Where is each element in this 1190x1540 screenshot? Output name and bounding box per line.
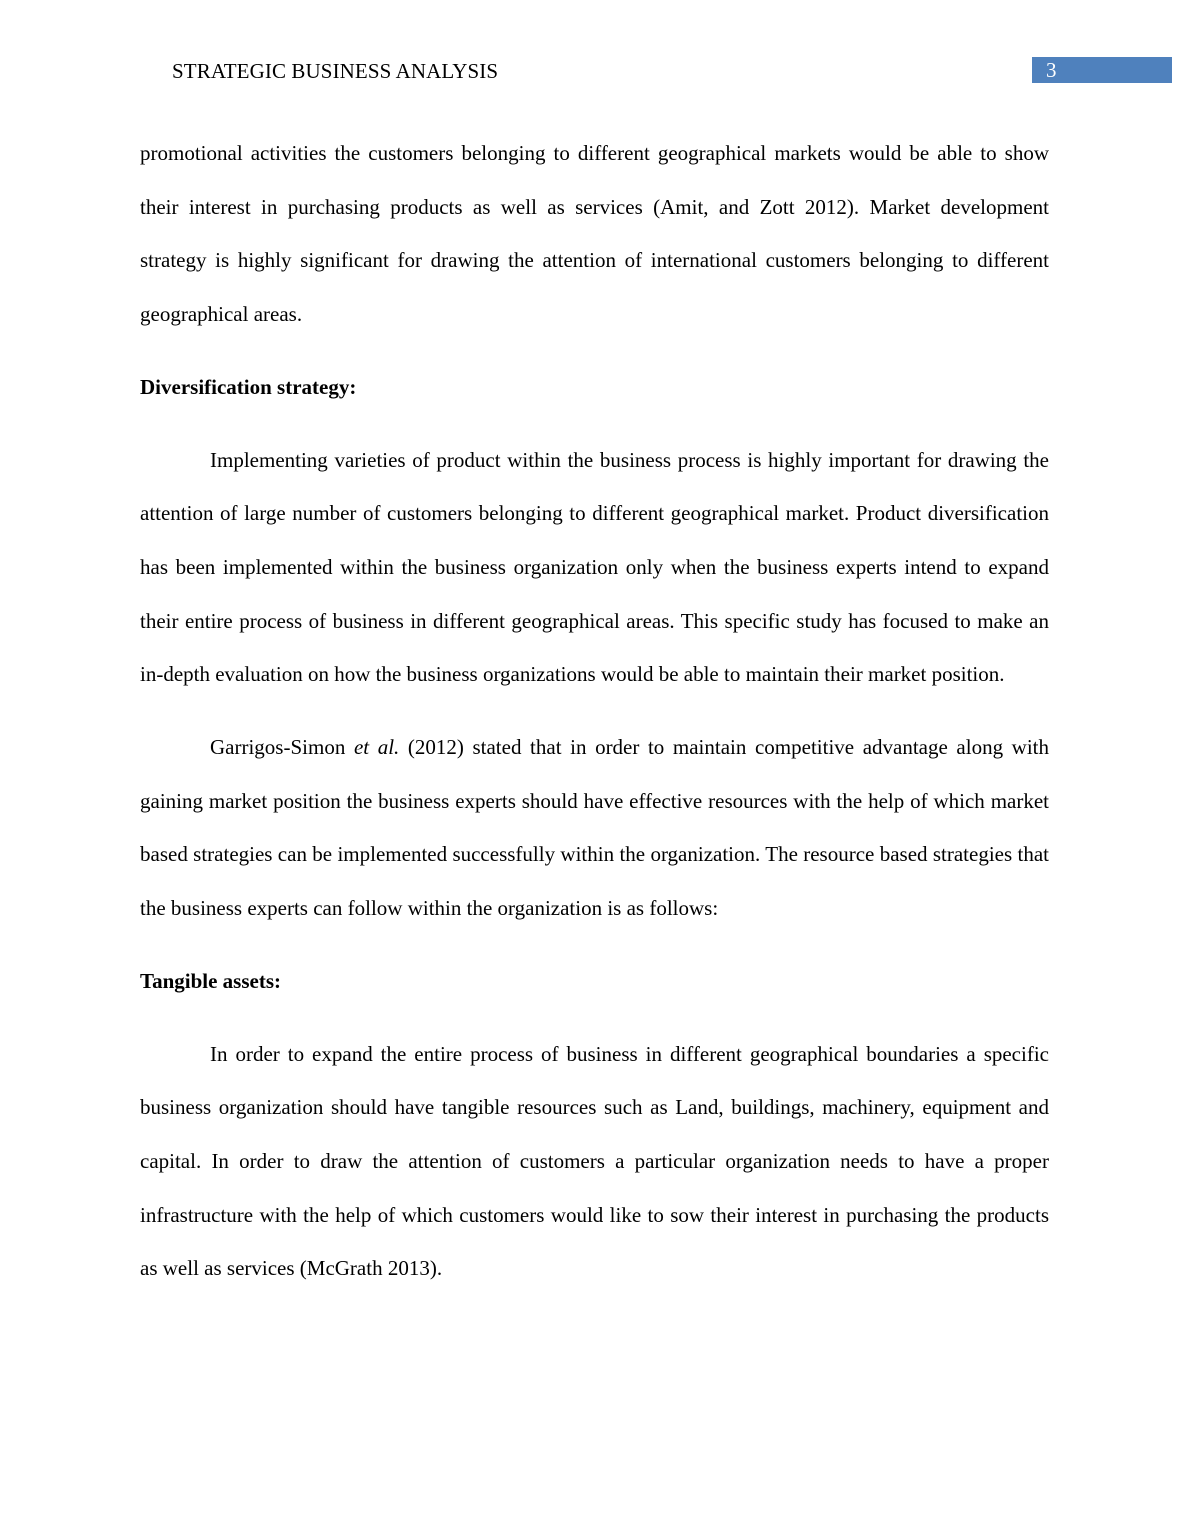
paragraph-market-development: promotional activities the customers belonging to different geographical markets would be able to show their interest in purchasing products as well as services (Amit, and Zott 2012). Market development strategy is highly significant for drawing the attention of international customers belonging to different geographical areas. — [140, 141, 1049, 327]
citation-author: Garrigos-Simon — [210, 735, 346, 760]
paragraph-diversification: Implementing varieties of product within the business process is highly important for drawing the attention of large number of customers belonging to different geographical market. Product diversification has been implemented within the business organization only when the business experts intend to expand their entire process of business in different geographical areas. This specific study has focused to make an in-depth evaluation on how the business organizations would be able to maintain their market position. — [140, 447, 1049, 687]
citation-et-al: et al. — [353, 735, 400, 760]
page-number-badge — [1032, 57, 1172, 83]
heading-diversification-strategy: Diversification strategy: — [140, 374, 357, 399]
paragraph-garrigos-simon — [140, 721, 1049, 936]
document-body — [140, 127, 1049, 1296]
heading-tangible-assets: Tangible assets: — [140, 968, 282, 993]
running-header-title: STRATEGIC BUSINESS ANALYSIS — [172, 59, 499, 83]
paragraph-tangible-assets: In order to expand the entire process of business in different geographical boundaries a specific business organization should have tangible resources such as Land, buildings, machinery, equipment and capital. In order to draw the attention of customers a particular organization needs to have a proper infrastructure with the help of which customers would like to sow their interest in purchasing the products as well as services (McGrath 2013). — [140, 1041, 1049, 1281]
paragraph-garrigos-text: (2012) stated that in order to maintain competitive advantage along with gaining market position the business experts should have effective resources with the help of which market based strategies can be implemented successfully within the organization. The resource based strategies that the business experts can follow within the organization is as follows: — [140, 735, 1050, 921]
page-number: 3 — [1046, 58, 1057, 82]
